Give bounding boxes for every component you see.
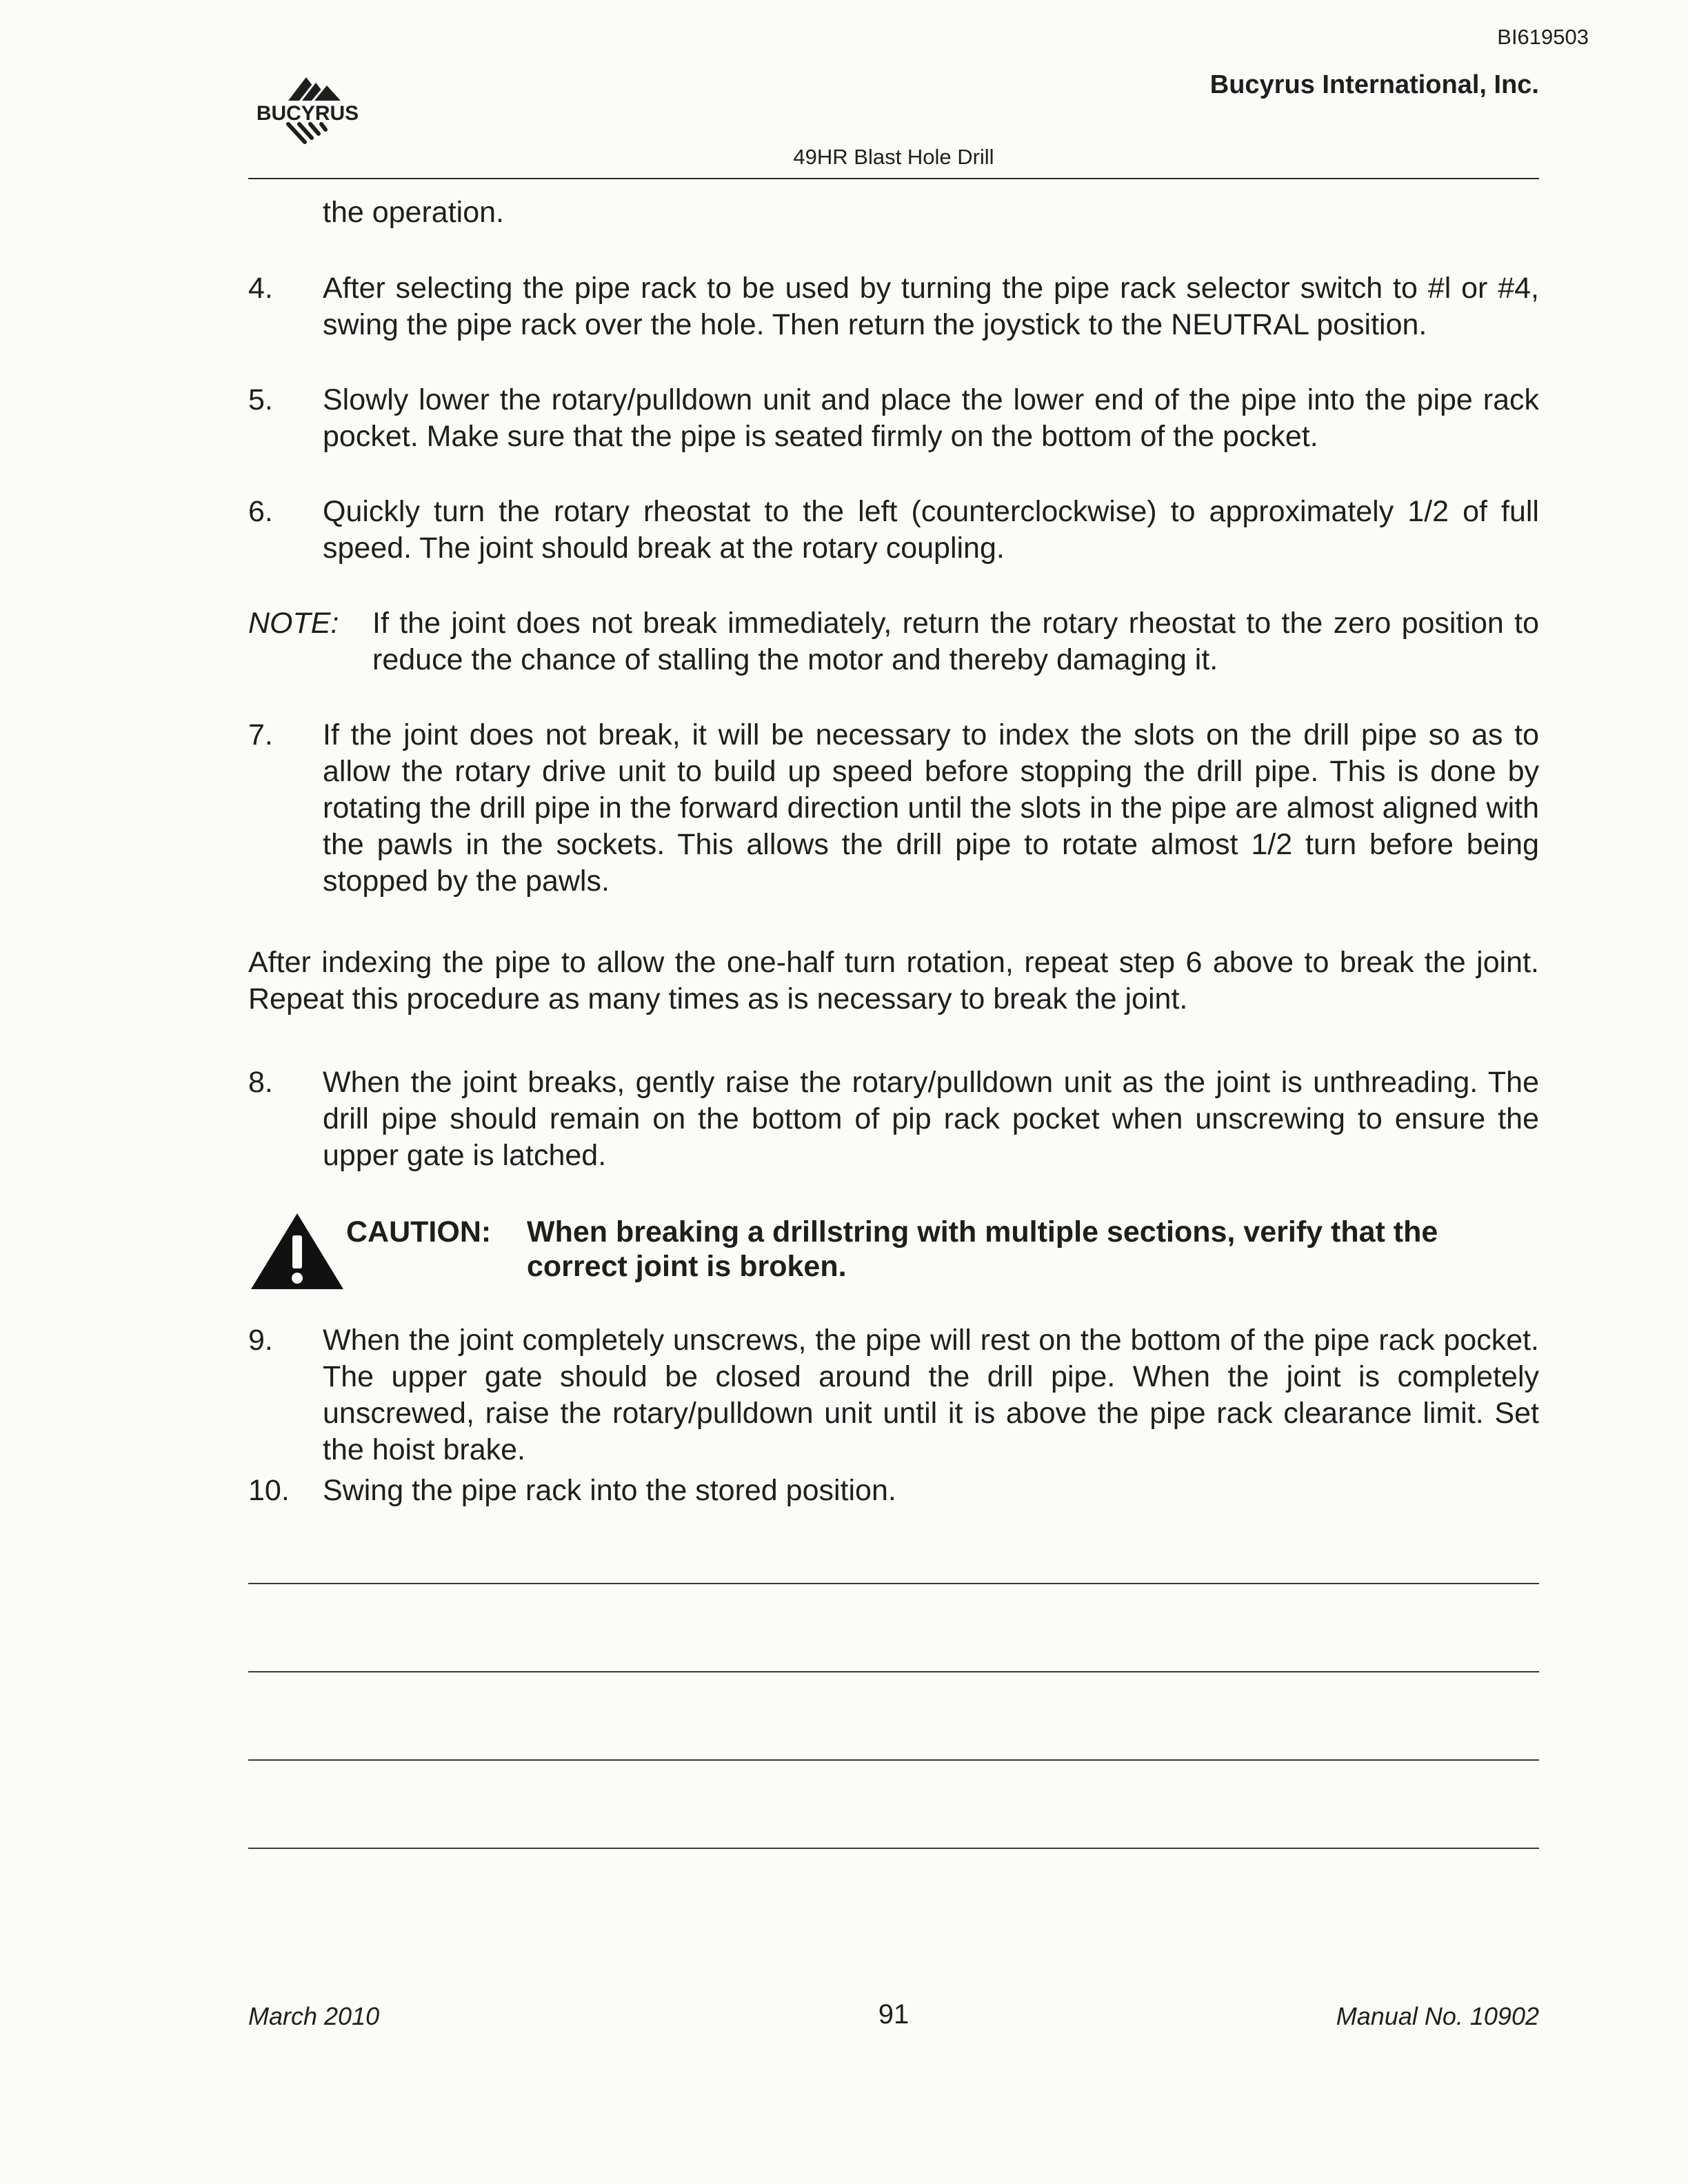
step-number: 8.: [248, 1066, 273, 1099]
step-number: 10.: [248, 1474, 290, 1507]
step-text: After selecting the pipe rack to be used by turning the pipe rack selector switch to #l or #4, swing the pipe rack over the hole. Then return the joystick to the NEUTRAL position.: [323, 272, 1539, 341]
document-id: BI619503: [1497, 25, 1589, 49]
step-number: 7.: [248, 718, 273, 751]
step-number: 6.: [248, 495, 273, 528]
step-text: Quickly turn the rotary rheostat to the left (counterclockwise) to approximately 1/2 of full speed. The joint should break at the rotary coupling.: [323, 495, 1539, 565]
manual-number: Manual No. 10902: [1336, 2002, 1539, 2030]
caution-label: CAUTION:: [346, 1215, 492, 1248]
note-label: NOTE:: [248, 607, 339, 640]
step-number: 5.: [248, 383, 273, 416]
notes-line: [248, 1583, 1539, 1584]
step-text: If the joint does not break, it will be necessary to index the slots on the drill pipe so as to allow the rotary drive unit to build up speed before stopping the drill pipe. This is done by rotating the drill pipe in the forward direction until the slots in the pipe are almost aligned with the pawls in the sockets. This allows the drill pipe to rotate almost 1/2 turn before being stopped by the pawls.: [323, 718, 1539, 898]
notes-line: [248, 1671, 1539, 1672]
notes-line: [248, 1759, 1539, 1761]
warning-triangle-icon: [248, 1211, 346, 1292]
continuation-text: the operation.: [323, 196, 504, 229]
footer-date: March 2010: [248, 2002, 380, 2030]
step-number: 4.: [248, 272, 273, 305]
notes-line: [248, 1848, 1539, 1849]
logo-text: BUCYRUS: [256, 102, 359, 125]
step-text: Swing the pipe rack into the stored position.: [323, 1474, 896, 1507]
bucyrus-logo: [245, 72, 370, 148]
step-text: When the joint completely unscrews, the pipe will rest on the bottom of the pipe rack pocket. The upper gate should be closed around the drill pipe. When the joint is completely unscrewed, raise the rotary/pulldown unit until it is above the pipe rack clearance limit. Set the hoist brake.: [323, 1324, 1539, 1466]
after-indexing-paragraph: After indexing the pipe to allow the one-half turn rotation, repeat step 6 above to break the joint. Repeat this procedure as many times as is necessary to break the joint.: [248, 946, 1539, 1015]
company-name: Bucyrus International, Inc.: [1209, 70, 1539, 99]
caution-text: When breaking a drillstring with multiple sections, verify that the correct joint is broken.: [527, 1215, 1438, 1283]
step-number: 9.: [248, 1324, 273, 1357]
note-text: If the joint does not break immediately, return the rotary rheostat to the zero position to reduce the chance of stalling the motor and thereby damaging it.: [372, 607, 1539, 676]
step-text: Slowly lower the rotary/pulldown unit and place the lower end of the pipe into the pipe rack pocket. Make sure that the pipe is seated firmly on the bottom of the pocket.: [323, 383, 1539, 453]
step-text: When the joint breaks, gently raise the rotary/pulldown unit as the joint is unthreading. The drill pipe should remain on the bottom of pip rack pocket when unscrewing to ensure the upper gate is latched.: [323, 1066, 1539, 1172]
page-number: 91: [878, 1999, 910, 2030]
header-divider: [248, 178, 1539, 179]
product-name: 49HR Blast Hole Drill: [793, 145, 994, 169]
